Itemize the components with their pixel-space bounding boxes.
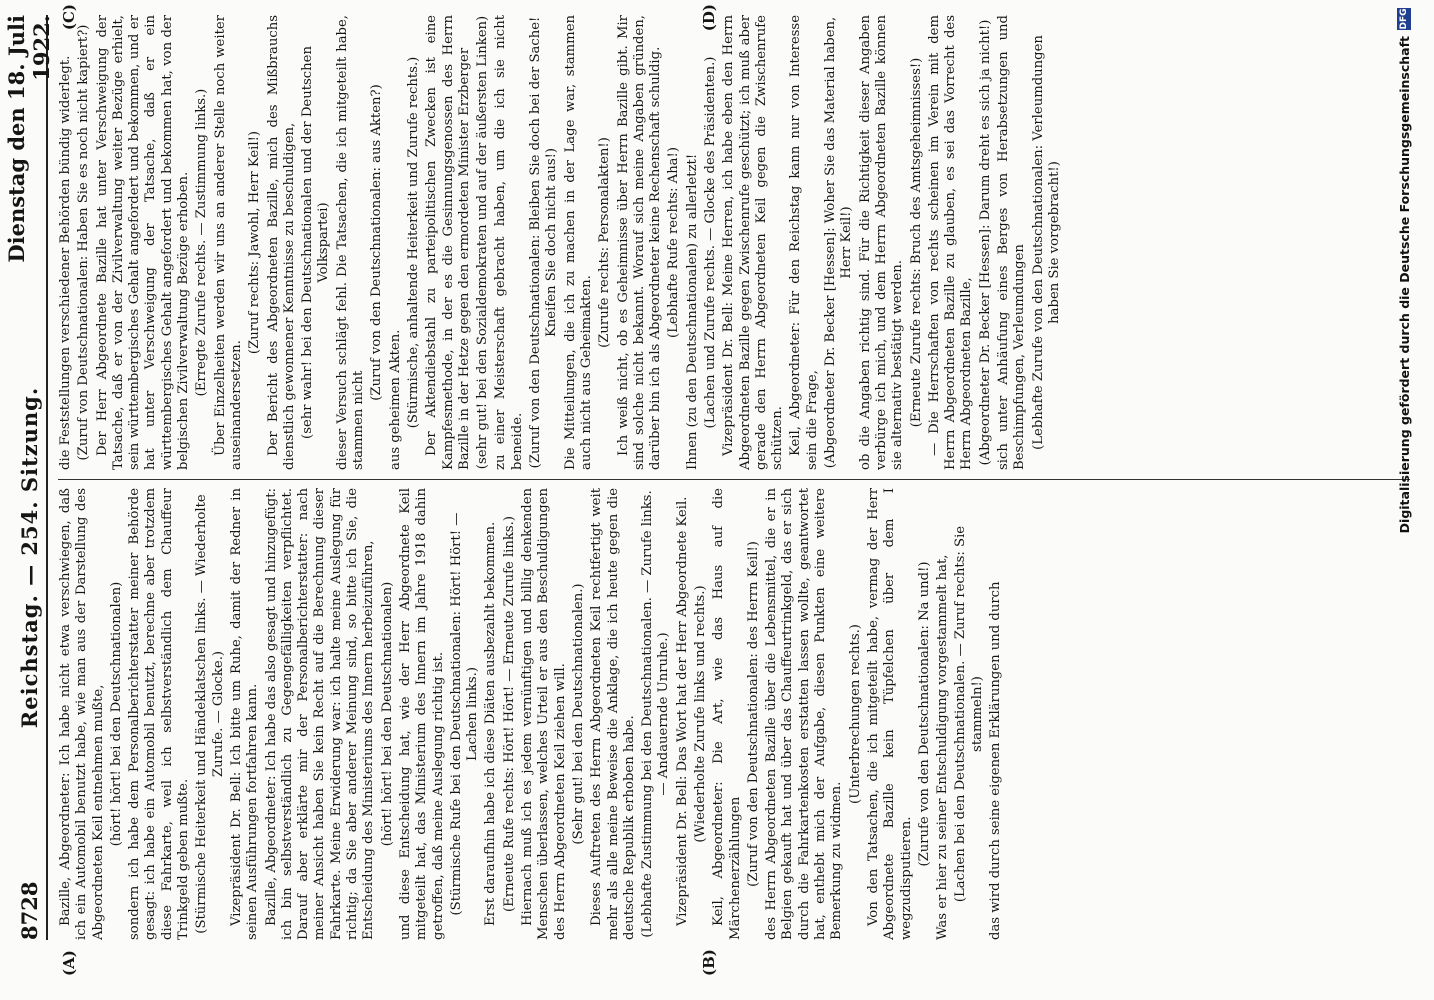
speech-paragraph: Keil, Abgeordneter: Für den Reichstag kann nur von Interesse sein die Frage,: [788, 15, 820, 470]
interjection-paragraph: (Erneute Rufe rechts: Hört! Hört! — Erneute Zurufe links.): [501, 516, 517, 912]
credit-text: Digitalisierung gefördert durch die Deutsche Forschungsgemeinschaft: [1396, 36, 1412, 534]
speech-paragraph: Vizepräsident Dr. Bell: Das Wort hat der Herr Abgeordnete Keil.: [674, 496, 690, 926]
speech-paragraph: Der Aktendiebstahl zu parteipolitischen Zwecken ist eine Kampfesmethode, in der es die Gesinnungsgenossen des Herrn Bazille in der Hetze gegen den ermordeten Minister Erzberger: [424, 15, 472, 470]
speech-paragraph: sich unter Anhäufung eines Berges von Herabsetzungen und Beschimpfungen, Verleumdungen: [996, 15, 1028, 470]
interjection-paragraph: (Unterbrechungen rechts.): [847, 624, 863, 804]
session-date: Dienstag den 18. Juli 1922.: [4, 15, 54, 263]
speech-paragraph: und diese Entscheidung hat, wie der Herr Abgeordnete Keil mitgeteilt hat, das Ministerium des Innern im Jahre 1918 dahin getroffen, daß meine Auslegung richtig ist.: [397, 488, 446, 940]
margin-mark-d: (D): [700, 4, 718, 32]
interjection-paragraph: (Erregte Zurufe rechts. — Zustimmung links.): [194, 88, 210, 397]
interjection-paragraph: (Abgeordneter Dr. Becker [Hessen]: Darum dreht es sich ja nicht!): [977, 19, 993, 466]
interjection-paragraph: (Stürmische Heiterkeit und Händeklatschen links. — Wiederholte Zurufe. — Glocke.): [194, 494, 226, 934]
speech-paragraph: Ihnen (zu den Deutschnationalen) zu allerletzt!: [684, 153, 700, 470]
margin-mark-b: (B): [700, 949, 718, 976]
digitization-credit: [1392, 8, 1416, 992]
speech-paragraph: Was er hier zu seiner Entschuldigung vorgestammelt hat,: [935, 554, 951, 940]
speech-paragraph: Von den Tatsachen, die ich mitgeteilt habe, vermag der Herr Abgeordnete Bazille kein Tüpfelchen über dem I wegzudisputieren.: [865, 488, 914, 940]
column-divider: [58, 479, 1410, 480]
interjection-paragraph: (Erneute Zurufe rechts: Bruch des Amtsgeheimnisses!): [908, 57, 924, 428]
speech-paragraph: Die Mitteilungen, die ich zu machen in der Lage war, stammen auch nicht aus Geheimakten.: [562, 15, 594, 470]
speech-paragraph: Dieses Auftreten des Herrn Abgeordneten Keil rechtfertigt weit mehr als alle meine Beweise die Anklage, die ich heute gegen die deutsche Republik erhoben habe.: [589, 488, 637, 940]
page-number: 8728: [16, 881, 42, 940]
interjection-paragraph: (Lachen bei den Deutschnationalen. — Zuruf rechts: Sie stammeln!): [953, 525, 985, 903]
interjection-paragraph: (Zuruf von den Deutschnationalen: des Herrn Keil!): [745, 541, 761, 887]
speech-paragraph: — Die Herrschaften von rechts scheinen im Verein mit dem Herrn Abgeordneten Bazille zu glauben, es sei das Vorrecht des Herrn Abgeordneten Bazille,: [926, 15, 975, 470]
speech-paragraph: des Herrn Abgeordneten Bazille über die Lebensmittel, die er in Belgien gekauft hat und über das Chauffeurtrinkgeld, das er sich durch die Fahrkartenkosten erstatten lassen wollte, geantwortet hat, enthebt mich der Aufgabe, diesen Punkten eine weitere Bemerkung zu widmen.: [764, 488, 845, 940]
speech-paragraph: Ich weiß nicht, ob es Geheimnisse über Herrn Bazille gibt. Mir sind solche nicht bekannt. Worauf sich meine Angaben gründen, darüber bin ich als Abgeordneter keine Rechenschaft schuldig.: [615, 15, 664, 470]
speech-paragraph: die Feststellungen verschiedener Behörden bündig widerlegt.: [58, 55, 73, 470]
speech-paragraph: Über Einzelheiten werden wir uns an anderer Stelle noch weiter auseinandersetzen.: [212, 15, 244, 470]
interjection-paragraph: (Sehr gut! bei den Deutschnationalen.): [570, 583, 586, 845]
interjection-paragraph: (Abgeordneter Dr. Becker [Hessen]: Woher Sie das Material haben, Herr Keil!): [823, 16, 855, 469]
speech-paragraph: sondern ich habe dem Personalberichterstatter meiner Behörde gesagt: ich habe ein Automobil benutzt, berechne aber trotzdem diese Fahrkarte, weil ich selbstverständlich dem Chauffeur Trinkgeld geben mußte.: [127, 488, 192, 940]
interjection-paragraph: (Lebhafte Zustimmung bei den Deutschnationalen. — Zurufe links. — Andauernde Unruhe.): [640, 490, 672, 938]
interjection-paragraph: (Zuruf von den Deutschnationalen: Bleiben Sie doch bei der Sache! Kneifen Sie doch nicht aus!): [528, 16, 560, 469]
speech-paragraph: dieser Versuch schlägt fehl. Die Tatsachen, die ich mitgeteilt habe, stammen nicht: [334, 15, 367, 470]
speech-paragraph: zu einer Meisterschaft gebracht haben, um die ich sie nicht beneide.: [493, 15, 525, 470]
interjection-paragraph: (Zurufe rechts: Personalakten!): [597, 137, 613, 348]
speech-paragraph: Bazille, Abgeordneter: Ich habe nicht etwa verschwiegen, daß ich ein Automobil benutzt habe, wie man aus der Darstellung des Abgeordneten Keil entnehmen mußte,: [58, 488, 106, 940]
interjection-paragraph: (Zurufe von den Deutschnationalen: Na und!): [916, 561, 932, 867]
interjection-paragraph: (Lebhafte Rufe rechts: Aha!): [666, 147, 682, 338]
interjection-paragraph: (Stürmische, anhaltende Heiterkeit und Zurufe rechts.): [405, 56, 421, 429]
interjection-paragraph: (Zuruf rechts: Jawohl, Herr Keil!): [247, 130, 263, 355]
left-text-column: [58, 488, 1410, 940]
interjection-paragraph: (Lachen und Zurufe rechts. — Glocke des Präsidenten.): [702, 56, 718, 429]
speech-paragraph: aus geheimen Akten.: [387, 329, 403, 470]
speech-paragraph: Vizepräsident Dr. Bell: Ich bitte um Ruhe, damit der Redner in seinen Ausführungen fortfahren kann.: [228, 488, 261, 940]
interjection-paragraph: (Lebhafte Zurufe von den Deutschnationalen: Verleumdungen haben Sie vorgebracht!): [1030, 35, 1062, 450]
speech-paragraph: Hiernach muß ich es jedem vernünftigen und billig denkenden Menschen überlassen, welches Urteil er aus den Beschuldigungen des Herrn Abgeordneten Keil ziehen will.: [520, 488, 568, 940]
interjection-paragraph: (sehr wahr! bei den Deutschnationalen und der Deutschen Volkspartei): [300, 46, 332, 439]
speech-paragraph: das wird durch seine eigenen Erklärungen und durch: [988, 581, 1004, 940]
interjection-paragraph: (Zuruf von den Deutschnationalen: aus Akten?): [369, 84, 385, 401]
interjection-paragraph: (Zuruf von Deutschnationalen: Haben Sie es noch nicht kapiert?): [76, 24, 92, 461]
interjection-paragraph: (Wiederholte Zurufe links und rechts.): [692, 585, 708, 843]
margin-mark-a: (A): [60, 950, 78, 976]
interjection-paragraph: (hört! hört! bei den Deutschnationalen): [379, 581, 395, 847]
right-text-column: [58, 15, 1410, 470]
dfg-logo: DFG: [1399, 8, 1409, 30]
session-title: Reichstag. — 254. Sitzung.: [16, 386, 42, 729]
speech-paragraph: Der Herr Abgeordnete Bazille hat unter Verschweigung der Tatsache, daß er von der Zivilverwaltung weiter Bezüge erhielt, sein württembergisches Gehalt angefordert und bekommen, und er hat unter Verschweigung der Tatsache, daß er ein württembergisches Gehalt angefordert und bekommen hat, von der belgischen Zivilverwaltung Bezüge erhoben.: [94, 15, 192, 470]
interjection-paragraph: (hört! hört! bei den Deutschnationalen): [108, 581, 124, 847]
speech-paragraph: Vizepräsident Dr. Bell: Meine Herren, ich habe eben den Herrn Abgeordneten Bazille gegen Zwischenrufe geschützt; ich muß aber gerade den Herrn Abgeordneten Keil gegen die Zwischenrufe schützen.: [721, 15, 786, 470]
margin-mark-c: (C): [60, 4, 78, 31]
interjection-paragraph: (Stürmische Rufe bei den Deutschnationalen: Hört! Hört! — Lachen links.): [448, 512, 481, 916]
speech-paragraph: Der Bericht des Abgeordneten Bazille, mich des Mißbrauchs dienstlich gewonnener Kenntnisse zu beschuldigen,: [265, 15, 297, 470]
speech-paragraph: Erst daraufhin habe ich diese Diäten ausbezahlt bekommen.: [483, 521, 499, 926]
interjection-paragraph: (sehr gut! bei den Sozialdemokraten und auf der äußersten Linken): [475, 15, 491, 470]
speech-paragraph: Bazille, Abgeordneter: Ich habe das also gesagt und hinzugefügt: ich bin selbstverständlich zu Gegengefälligkeiten verpflichtet. Darauf aber erklärte mir der Personalberichterstatter: nach meiner Ansicht haben Sie kein Recht auf die Berechnung dieser Fahrkarte. Meine Erwiderung war: ich halte meine Auslegung für richtig; da Sie aber anderer Meinung sind, so bitte ich Sie, die Entscheidung des Ministeriums des Innern herbeizuführen,: [263, 488, 377, 940]
speech-paragraph: ob die Angaben richtig sind. Für die Richtigkeit dieser Angaben verbürge ich mich, und dem Herrn Abgeordneten Bazille können sie alternativ bestätigt werden.: [857, 15, 906, 470]
speech-paragraph: Keil, Abgeordneter: Die Art, wie das Haus auf die Märchenerzählungen: [711, 488, 743, 940]
page-header: [4, 15, 54, 940]
